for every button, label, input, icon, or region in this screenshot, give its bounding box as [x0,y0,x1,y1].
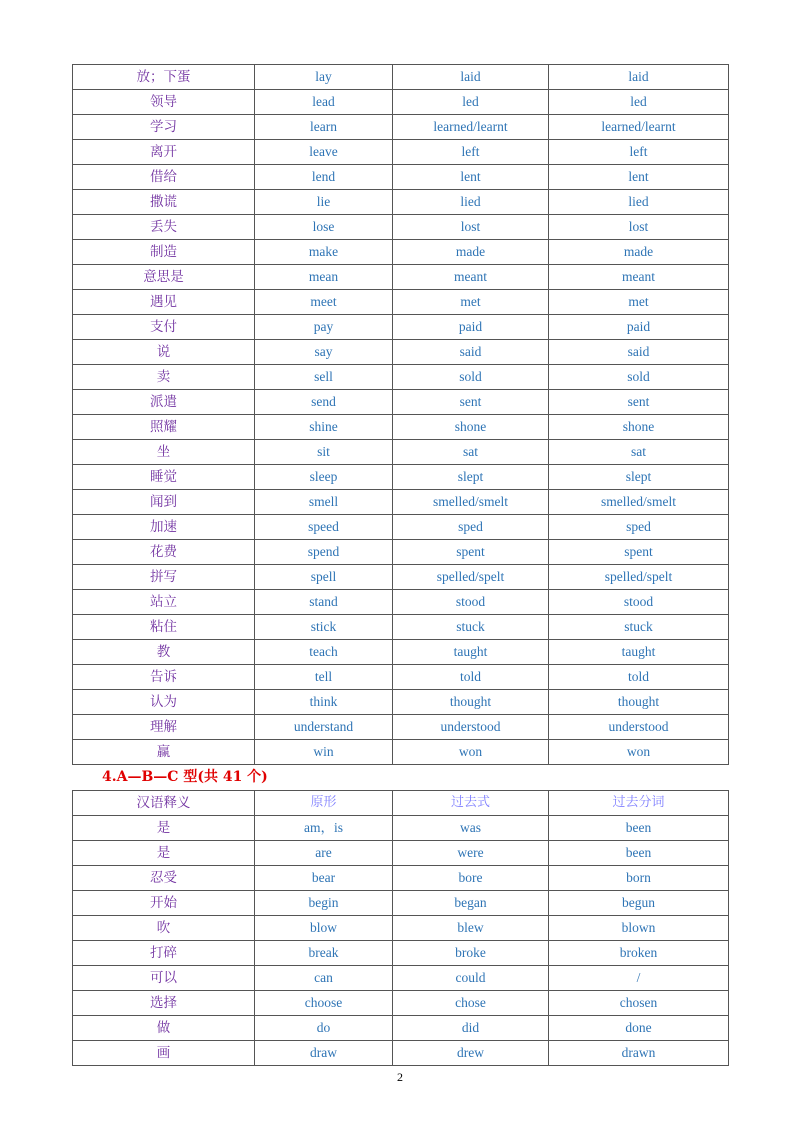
cell-meaning: 拼写 [73,565,255,590]
table-row [73,90,729,115]
cell-past-tense: meant [393,265,549,290]
cell-meaning: 坐 [73,440,255,465]
cell-meaning: 选择 [73,991,255,1016]
cell-meaning: 撒谎 [73,190,255,215]
cell-base-form: sit [255,440,393,465]
cell-past-tense: understood [393,715,549,740]
cell-meaning: 理解 [73,715,255,740]
table-row [73,365,729,390]
cell-meaning: 加速 [73,515,255,540]
cell-past-participle: spelled/spelt [549,565,729,590]
table-row [73,690,729,715]
cell-meaning: 吹 [73,916,255,941]
cell-meaning: 离开 [73,140,255,165]
cell-past-tense: said [393,340,549,365]
cell-past-tense: chose [393,991,549,1016]
table-row [73,1016,729,1041]
cell-meaning: 闻到 [73,490,255,515]
table-row [73,615,729,640]
table-row [73,916,729,941]
cell-past-participle: smelled/smelt [549,490,729,515]
cell-base-form: sleep [255,465,393,490]
table-row [73,816,729,841]
cell-base-form: say [255,340,393,365]
cell-past-participle: stood [549,590,729,615]
cell-base-form: meet [255,290,393,315]
table-row [73,590,729,615]
section-title: 4.A—B—C 型(共 41 个) [102,769,268,785]
cell-meaning: 制造 [73,240,255,265]
cell-past-tense: smelled/smelt [393,490,549,515]
table-row [73,240,729,265]
table-row [73,841,729,866]
cell-base-form: understand [255,715,393,740]
cell-past-tense: lost [393,215,549,240]
header-base-form: 原形 [255,791,393,816]
cell-past-participle: been [549,841,729,866]
cell-base-form: are [255,841,393,866]
cell-past-participle: learned/learnt [549,115,729,140]
cell-past-participle: left [549,140,729,165]
cell-past-participle: told [549,665,729,690]
cell-past-participle: slept [549,465,729,490]
cell-meaning: 画 [73,1041,255,1066]
cell-past-tense: began [393,891,549,916]
page-number: 2 [397,1070,403,1084]
cell-past-tense: stood [393,590,549,615]
cell-meaning: 支付 [73,315,255,340]
cell-meaning: 说 [73,340,255,365]
cell-base-form: make [255,240,393,265]
cell-base-form: think [255,690,393,715]
cell-meaning: 借给 [73,165,255,190]
cell-base-form: bear [255,866,393,891]
cell-past-participle: taught [549,640,729,665]
cell-meaning: 派遣 [73,390,255,415]
cell-base-form: sell [255,365,393,390]
table-row [73,941,729,966]
table-row [73,540,729,565]
cell-past-participle: chosen [549,991,729,1016]
cell-base-form: can [255,966,393,991]
table-header-row [73,791,729,816]
cell-past-tense: blew [393,916,549,941]
cell-base-form: lay [255,65,393,90]
cell-past-participle: made [549,240,729,265]
cell-past-participle: sped [549,515,729,540]
table-row [73,515,729,540]
cell-past-tense: laid [393,65,549,90]
cell-past-participle: / [549,966,729,991]
cell-base-form: lose [255,215,393,240]
cell-base-form: lead [255,90,393,115]
table-row [73,140,729,165]
cell-base-form: win [255,740,393,765]
cell-meaning: 丢失 [73,215,255,240]
cell-past-tense: sold [393,365,549,390]
cell-past-participle: led [549,90,729,115]
cell-past-participle: lied [549,190,729,215]
cell-past-participle: spent [549,540,729,565]
cell-past-participle: thought [549,690,729,715]
cell-base-form: leave [255,140,393,165]
cell-meaning: 告诉 [73,665,255,690]
cell-past-tense: stuck [393,615,549,640]
cell-meaning: 照耀 [73,415,255,440]
table-row [73,966,729,991]
header-meaning: 汉语释义 [73,791,255,816]
table-body [73,65,729,765]
cell-past-participle: born [549,866,729,891]
cell-meaning: 做 [73,1016,255,1041]
table-row [73,290,729,315]
cell-past-tense: sent [393,390,549,415]
table-body [73,816,729,1066]
cell-meaning: 遇见 [73,290,255,315]
cell-past-tense: was [393,816,549,841]
cell-past-tense: bore [393,866,549,891]
cell-base-form: do [255,1016,393,1041]
irregular-verb-table-continued [72,64,729,765]
cell-past-participle: sat [549,440,729,465]
cell-past-tense: drew [393,1041,549,1066]
table-row [73,215,729,240]
table-row [73,415,729,440]
cell-past-tense: were [393,841,549,866]
table-row [73,640,729,665]
cell-base-form: teach [255,640,393,665]
cell-meaning: 教 [73,640,255,665]
cell-past-participle: lent [549,165,729,190]
header-past-participle: 过去分词 [549,791,729,816]
header-past-tense: 过去式 [393,791,549,816]
cell-base-form: learn [255,115,393,140]
cell-past-tense: sat [393,440,549,465]
cell-base-form: tell [255,665,393,690]
table-row [73,490,729,515]
cell-base-form: lie [255,190,393,215]
cell-past-tense: taught [393,640,549,665]
cell-past-participle: lost [549,215,729,240]
cell-meaning: 可以 [73,966,255,991]
cell-past-tense: did [393,1016,549,1041]
cell-past-participle: understood [549,715,729,740]
cell-past-participle: paid [549,315,729,340]
table-row [73,315,729,340]
cell-base-form: pay [255,315,393,340]
cell-meaning: 赢 [73,740,255,765]
table-row [73,390,729,415]
cell-past-participle: been [549,816,729,841]
table-row [73,165,729,190]
cell-base-form: send [255,390,393,415]
cell-base-form: draw [255,1041,393,1066]
cell-past-participle: won [549,740,729,765]
cell-past-tense: left [393,140,549,165]
cell-base-form: stick [255,615,393,640]
cell-base-form: choose [255,991,393,1016]
cell-base-form: spend [255,540,393,565]
cell-meaning: 意思是 [73,265,255,290]
cell-meaning: 粘住 [73,615,255,640]
table-row [73,465,729,490]
cell-meaning: 开始 [73,891,255,916]
cell-base-form: mean [255,265,393,290]
cell-base-form: am，is [255,816,393,841]
cell-past-participle: met [549,290,729,315]
table-row [73,715,729,740]
cell-past-tense: learned/learnt [393,115,549,140]
cell-meaning: 忍受 [73,866,255,891]
cell-past-tense: told [393,665,549,690]
cell-past-participle: sent [549,390,729,415]
cell-past-participle: drawn [549,1041,729,1066]
cell-past-tense: shone [393,415,549,440]
table-row [73,565,729,590]
table-row [73,991,729,1016]
cell-past-participle: meant [549,265,729,290]
cell-past-tense: won [393,740,549,765]
cell-base-form: break [255,941,393,966]
cell-meaning: 放；下蛋 [73,65,255,90]
table-row [73,115,729,140]
table-row [73,65,729,90]
table-row [73,265,729,290]
cell-past-tense: spent [393,540,549,565]
cell-past-tense: slept [393,465,549,490]
cell-past-participle: stuck [549,615,729,640]
cell-meaning: 打碎 [73,941,255,966]
cell-past-participle: sold [549,365,729,390]
cell-base-form: stand [255,590,393,615]
cell-past-tense: made [393,240,549,265]
cell-past-tense: spelled/spelt [393,565,549,590]
cell-past-tense: met [393,290,549,315]
cell-base-form: speed [255,515,393,540]
table-row [73,866,729,891]
abc-verb-table [72,790,729,1066]
cell-past-tense: could [393,966,549,991]
cell-meaning: 领导 [73,90,255,115]
cell-meaning: 站立 [73,590,255,615]
cell-base-form: spell [255,565,393,590]
table-row [73,665,729,690]
cell-base-form: begin [255,891,393,916]
cell-past-tense: lent [393,165,549,190]
cell-meaning: 认为 [73,690,255,715]
cell-past-tense: thought [393,690,549,715]
cell-meaning: 是 [73,841,255,866]
table-row [73,740,729,765]
cell-past-tense: lied [393,190,549,215]
cell-base-form: blow [255,916,393,941]
cell-past-participle: begun [549,891,729,916]
cell-past-tense: led [393,90,549,115]
table-row [73,1041,729,1066]
cell-past-participle: shone [549,415,729,440]
cell-past-participle: done [549,1016,729,1041]
cell-meaning: 卖 [73,365,255,390]
cell-meaning: 是 [73,816,255,841]
cell-past-participle: blown [549,916,729,941]
cell-base-form: shine [255,415,393,440]
cell-past-tense: paid [393,315,549,340]
cell-past-participle: said [549,340,729,365]
cell-past-tense: broke [393,941,549,966]
cell-past-tense: sped [393,515,549,540]
cell-base-form: lend [255,165,393,190]
cell-past-participle: laid [549,65,729,90]
table-row [73,891,729,916]
cell-meaning: 睡觉 [73,465,255,490]
table-row [73,340,729,365]
cell-meaning: 学习 [73,115,255,140]
cell-past-participle: broken [549,941,729,966]
cell-base-form: smell [255,490,393,515]
cell-meaning: 花费 [73,540,255,565]
table-row [73,190,729,215]
table-row [73,440,729,465]
